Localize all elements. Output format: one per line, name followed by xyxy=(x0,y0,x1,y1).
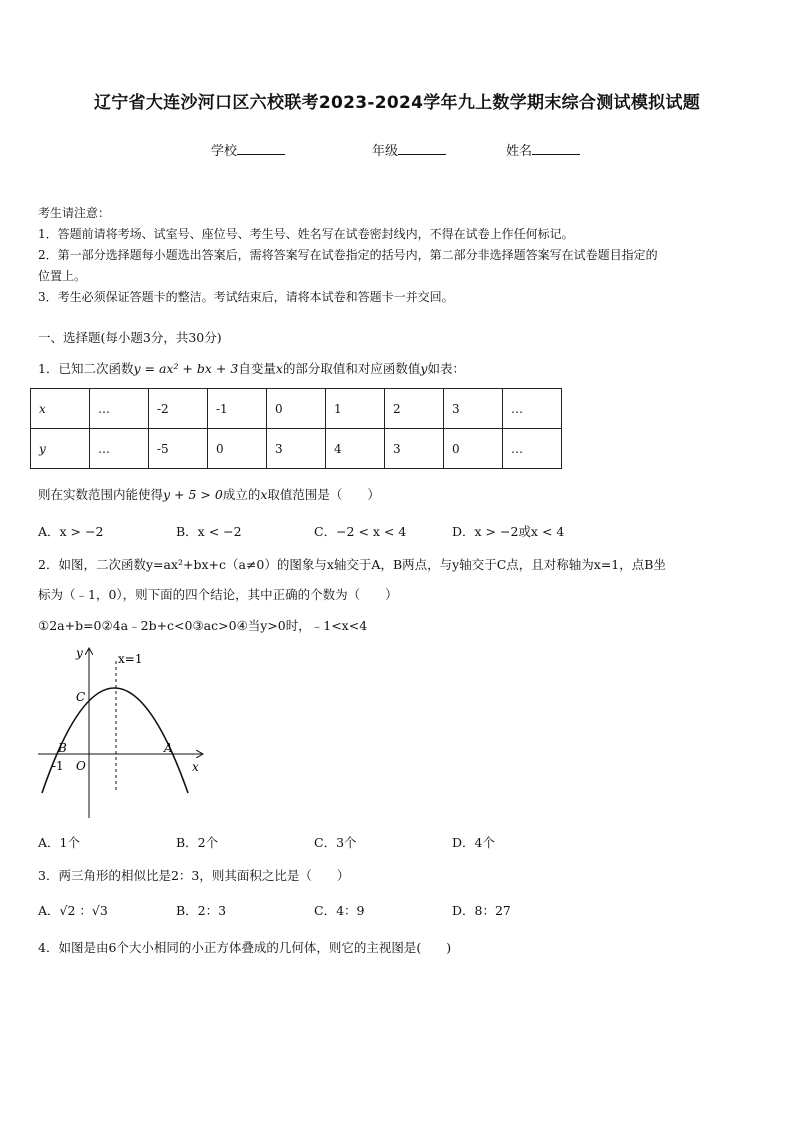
q1-suffix: 如表： xyxy=(427,361,465,376)
q3-option-c[interactable]: C．4：9 xyxy=(314,903,365,918)
question-2-line-1: 2．如图，二次函数y=ax²+bx+c（a≠0）的图象与x轴交于A，B两点，与y轴交于C点，且对称轴为x=1，点B坐 xyxy=(38,557,666,572)
q1-var-y: y xyxy=(420,361,428,376)
table-cell: 1 xyxy=(326,389,385,429)
page-title: 辽宁省大连沙河口区六校联考2023-2024学年九上数学期末综合测试模拟试题 xyxy=(93,93,701,113)
table-cell: … xyxy=(90,389,149,429)
exam-notes xyxy=(38,203,760,308)
q1-option-b[interactable]: B．x < −2 xyxy=(176,524,242,539)
name-blank[interactable] xyxy=(532,143,580,155)
q3-option-b[interactable]: B．2：3 xyxy=(176,903,227,918)
q1-condition-end: 取值范围是（ ） xyxy=(267,487,380,502)
table-cell: 3 xyxy=(385,429,444,469)
question-1-stem xyxy=(38,359,465,377)
question-4: 4．如图是由6个大小相同的小正方体叠成的几何体，则它的主视图是( ) xyxy=(38,940,452,955)
q2-option-b[interactable]: B．2个 xyxy=(176,835,219,850)
q1-prefix: 1．已知二次函数 xyxy=(38,361,134,376)
q1-option-c[interactable]: C．−2 < x < 4 xyxy=(314,524,407,539)
table-row-x xyxy=(31,389,562,429)
value-table xyxy=(30,388,562,469)
table-cell: … xyxy=(503,429,562,469)
q2-option-a[interactable]: A．1个 xyxy=(38,835,80,850)
school-label: 学校 xyxy=(211,144,238,159)
school-blank[interactable] xyxy=(237,143,285,155)
q1-var-x: x xyxy=(275,361,283,376)
note-item: 2．第一部分选择题每小题选出答案后，需将答案写在试卷指定的括号内，第二部分非选择题答案写在试卷题目指定的 xyxy=(38,248,658,262)
q1-condition: y + 5 > 0 xyxy=(163,487,223,502)
table-cell: 3 xyxy=(444,389,503,429)
name-field[interactable] xyxy=(506,140,580,159)
note-item: 3．考生必须保证答题卡的整洁。考试结束后，请将本试卷和答题卡一并交回。 xyxy=(38,290,454,304)
table-cell: 0 xyxy=(444,429,503,469)
point-a-label: A xyxy=(164,741,173,755)
table-cell: x xyxy=(31,389,90,429)
name-label: 姓名 xyxy=(506,144,533,159)
question-2-line-3: ①2a+b=0②4a﹣2b+c<0③ac>0④当y>0时，﹣1<x<4 xyxy=(38,618,368,633)
parabola-graph xyxy=(30,643,220,823)
q1-mid2: 的部分取值和对应函数值 xyxy=(282,361,421,376)
note-item: 位置上。 xyxy=(38,269,87,283)
table-cell: 2 xyxy=(385,389,444,429)
symmetry-axis-label: x=1 xyxy=(118,652,143,666)
table-row-y xyxy=(31,429,562,469)
grade-field[interactable] xyxy=(372,140,446,159)
question-3: 3．两三角形的相似比是2：3，则其面积之比是（ ） xyxy=(38,868,350,883)
q1-condition-suffix: 成立的 xyxy=(222,487,261,502)
table-cell: -5 xyxy=(149,429,208,469)
question-2-line-2: 标为（﹣1，0），则下面的四个结论，其中正确的个数为（ ） xyxy=(38,587,398,602)
question-1-condition xyxy=(38,485,380,503)
y-axis-label: y xyxy=(76,646,83,660)
neg-one-label: -1 xyxy=(52,759,64,773)
table-cell: … xyxy=(503,389,562,429)
table-cell: -2 xyxy=(149,389,208,429)
notes-heading: 考生请注意： xyxy=(38,206,111,220)
table-cell: … xyxy=(90,429,149,469)
point-b-label: B xyxy=(58,741,67,755)
school-field[interactable] xyxy=(211,140,285,159)
q3-option-d[interactable]: D．8：27 xyxy=(452,903,511,918)
q1-option-d[interactable]: D．x > −2或x < 4 xyxy=(452,524,565,539)
table-cell: 3 xyxy=(267,429,326,469)
table-cell: 4 xyxy=(326,429,385,469)
q1-function: y = ax² + bx + 3 xyxy=(133,361,239,376)
q1-option-a[interactable]: A．x > −2 xyxy=(38,524,104,539)
q1-mid: 自变量 xyxy=(238,361,276,376)
table-cell: y xyxy=(31,429,90,469)
q1-condition-var: x xyxy=(260,487,268,502)
q2-option-c[interactable]: C．3个 xyxy=(314,835,357,850)
q2-option-d[interactable]: D．4个 xyxy=(452,835,495,850)
grade-blank[interactable] xyxy=(398,143,446,155)
point-c-label: C xyxy=(76,690,86,704)
table-cell: 0 xyxy=(267,389,326,429)
note-item: 1．答题前请将考场、试室号、座位号、考生号、姓名写在试卷密封线内，不得在试卷上作任何标记。 xyxy=(38,227,574,241)
grade-label: 年级 xyxy=(372,144,399,159)
q1-condition-prefix: 则在实数范围内能使得 xyxy=(38,487,164,502)
table-cell: 0 xyxy=(208,429,267,469)
table-cell: -1 xyxy=(208,389,267,429)
x-axis-label: x xyxy=(192,760,199,774)
origin-label: O xyxy=(76,759,86,773)
q3-option-a[interactable]: A．√2 ：√3 xyxy=(38,903,108,918)
section-heading: 一、选择题(每小题3分，共30分) xyxy=(38,330,222,345)
